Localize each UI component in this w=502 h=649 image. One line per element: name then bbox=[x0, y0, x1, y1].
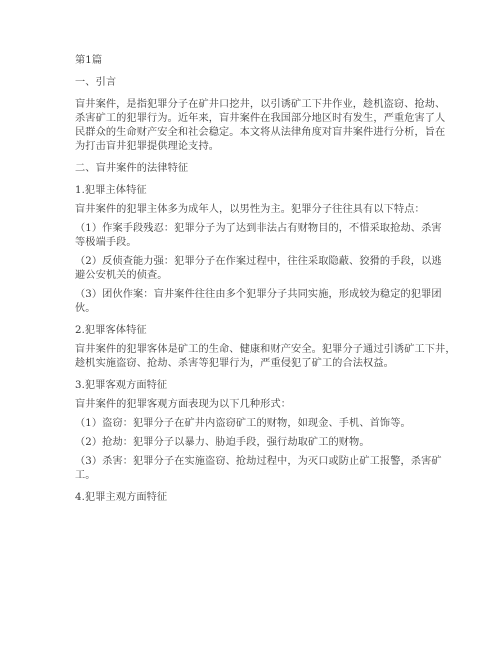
paragraph-intro bbox=[75, 98, 446, 154]
list-item-subject-3 bbox=[75, 288, 442, 316]
subsection-heading-subjective: 4.犯罪主观方面特征 bbox=[75, 492, 168, 503]
subsection-heading-subject: 1.犯罪主体特征 bbox=[75, 185, 147, 196]
list-item-subject-1 bbox=[75, 222, 442, 250]
paragraph-line: 趁机实施盗窃、抢劫、杀害等犯罪行为，严重侵犯了矿工的合法权益。 bbox=[75, 358, 394, 369]
paragraph-line: （1）作案手段残忍：犯罪分子为了达到非法占有财物目的，不惜采取抢劫、杀害 bbox=[75, 223, 442, 234]
paragraph-line: 盲井案件的犯罪客体是矿工的生命、健康和财产安全。犯罪分子通过引诱矿工下井， bbox=[75, 344, 456, 355]
paragraph-line: 等极端手段。 bbox=[75, 237, 137, 248]
paragraph-subject: 盲井案件的犯罪主体多为成年人，以男性为主。犯罪分子往往具有以下特点： bbox=[75, 204, 425, 215]
subsection-heading-object: 2.犯罪客体特征 bbox=[75, 325, 147, 336]
paragraph-objective: 盲井案件的犯罪客观方面表现为以下几种形式： bbox=[75, 399, 292, 410]
paragraph-line: 伙。 bbox=[75, 303, 96, 314]
paragraph-line: 杀害矿工的犯罪行为。近年来，盲井案件在我国部分地区时有发生，严重危害了人 bbox=[75, 113, 446, 124]
list-item-objective-2: （2）抢劫：犯罪分子以暴力、胁迫手段，强行劫取矿工的财物。 bbox=[75, 437, 370, 448]
section-heading-intro: 一、引言 bbox=[75, 77, 117, 88]
list-item-objective-1: （1）盗窃：犯罪分子在矿井内盗窃矿工的财物，如现金、手机、首饰等。 bbox=[75, 418, 411, 429]
paragraph-line: 民群众的生命财产安全和社会稳定。本文将从法律角度对盲井案件进行分析，旨在 bbox=[75, 127, 446, 138]
section-heading-legal-features: 二、盲井案件的法律特征 bbox=[75, 163, 189, 174]
document-body bbox=[75, 54, 456, 505]
paragraph-line: （2）反侦查能力强：犯罪分子在作案过程中，往往采取隐蔽、狡猾的手段，以逃 bbox=[75, 256, 442, 267]
paragraph-line: （3）团伙作案：盲井案件往往由多个犯罪分子共同实施，形成较为稳定的犯罪团 bbox=[75, 289, 442, 300]
paragraph-line: 工。 bbox=[75, 470, 96, 481]
list-item-subject-2 bbox=[75, 255, 442, 283]
paragraph-line: （3）杀害：犯罪分子在实施盗窃、抢劫过程中，为灭口或防止矿工报警，杀害矿 bbox=[75, 456, 442, 467]
document-title: 第1篇 bbox=[75, 55, 103, 66]
paragraph-line: 盲井案件，是指犯罪分子在矿井口挖井，以引诱矿工下井作业，趁机盗窃、抢劫、 bbox=[75, 99, 446, 110]
paragraph-line: 为打击盲井犯罪提供理论支持。 bbox=[75, 141, 220, 152]
subsection-heading-objective: 3.犯罪客观方面特征 bbox=[75, 380, 168, 391]
paragraph-line: 避公安机关的侦查。 bbox=[75, 270, 168, 281]
list-item-objective-3 bbox=[75, 455, 442, 483]
paragraph-object bbox=[75, 343, 456, 371]
